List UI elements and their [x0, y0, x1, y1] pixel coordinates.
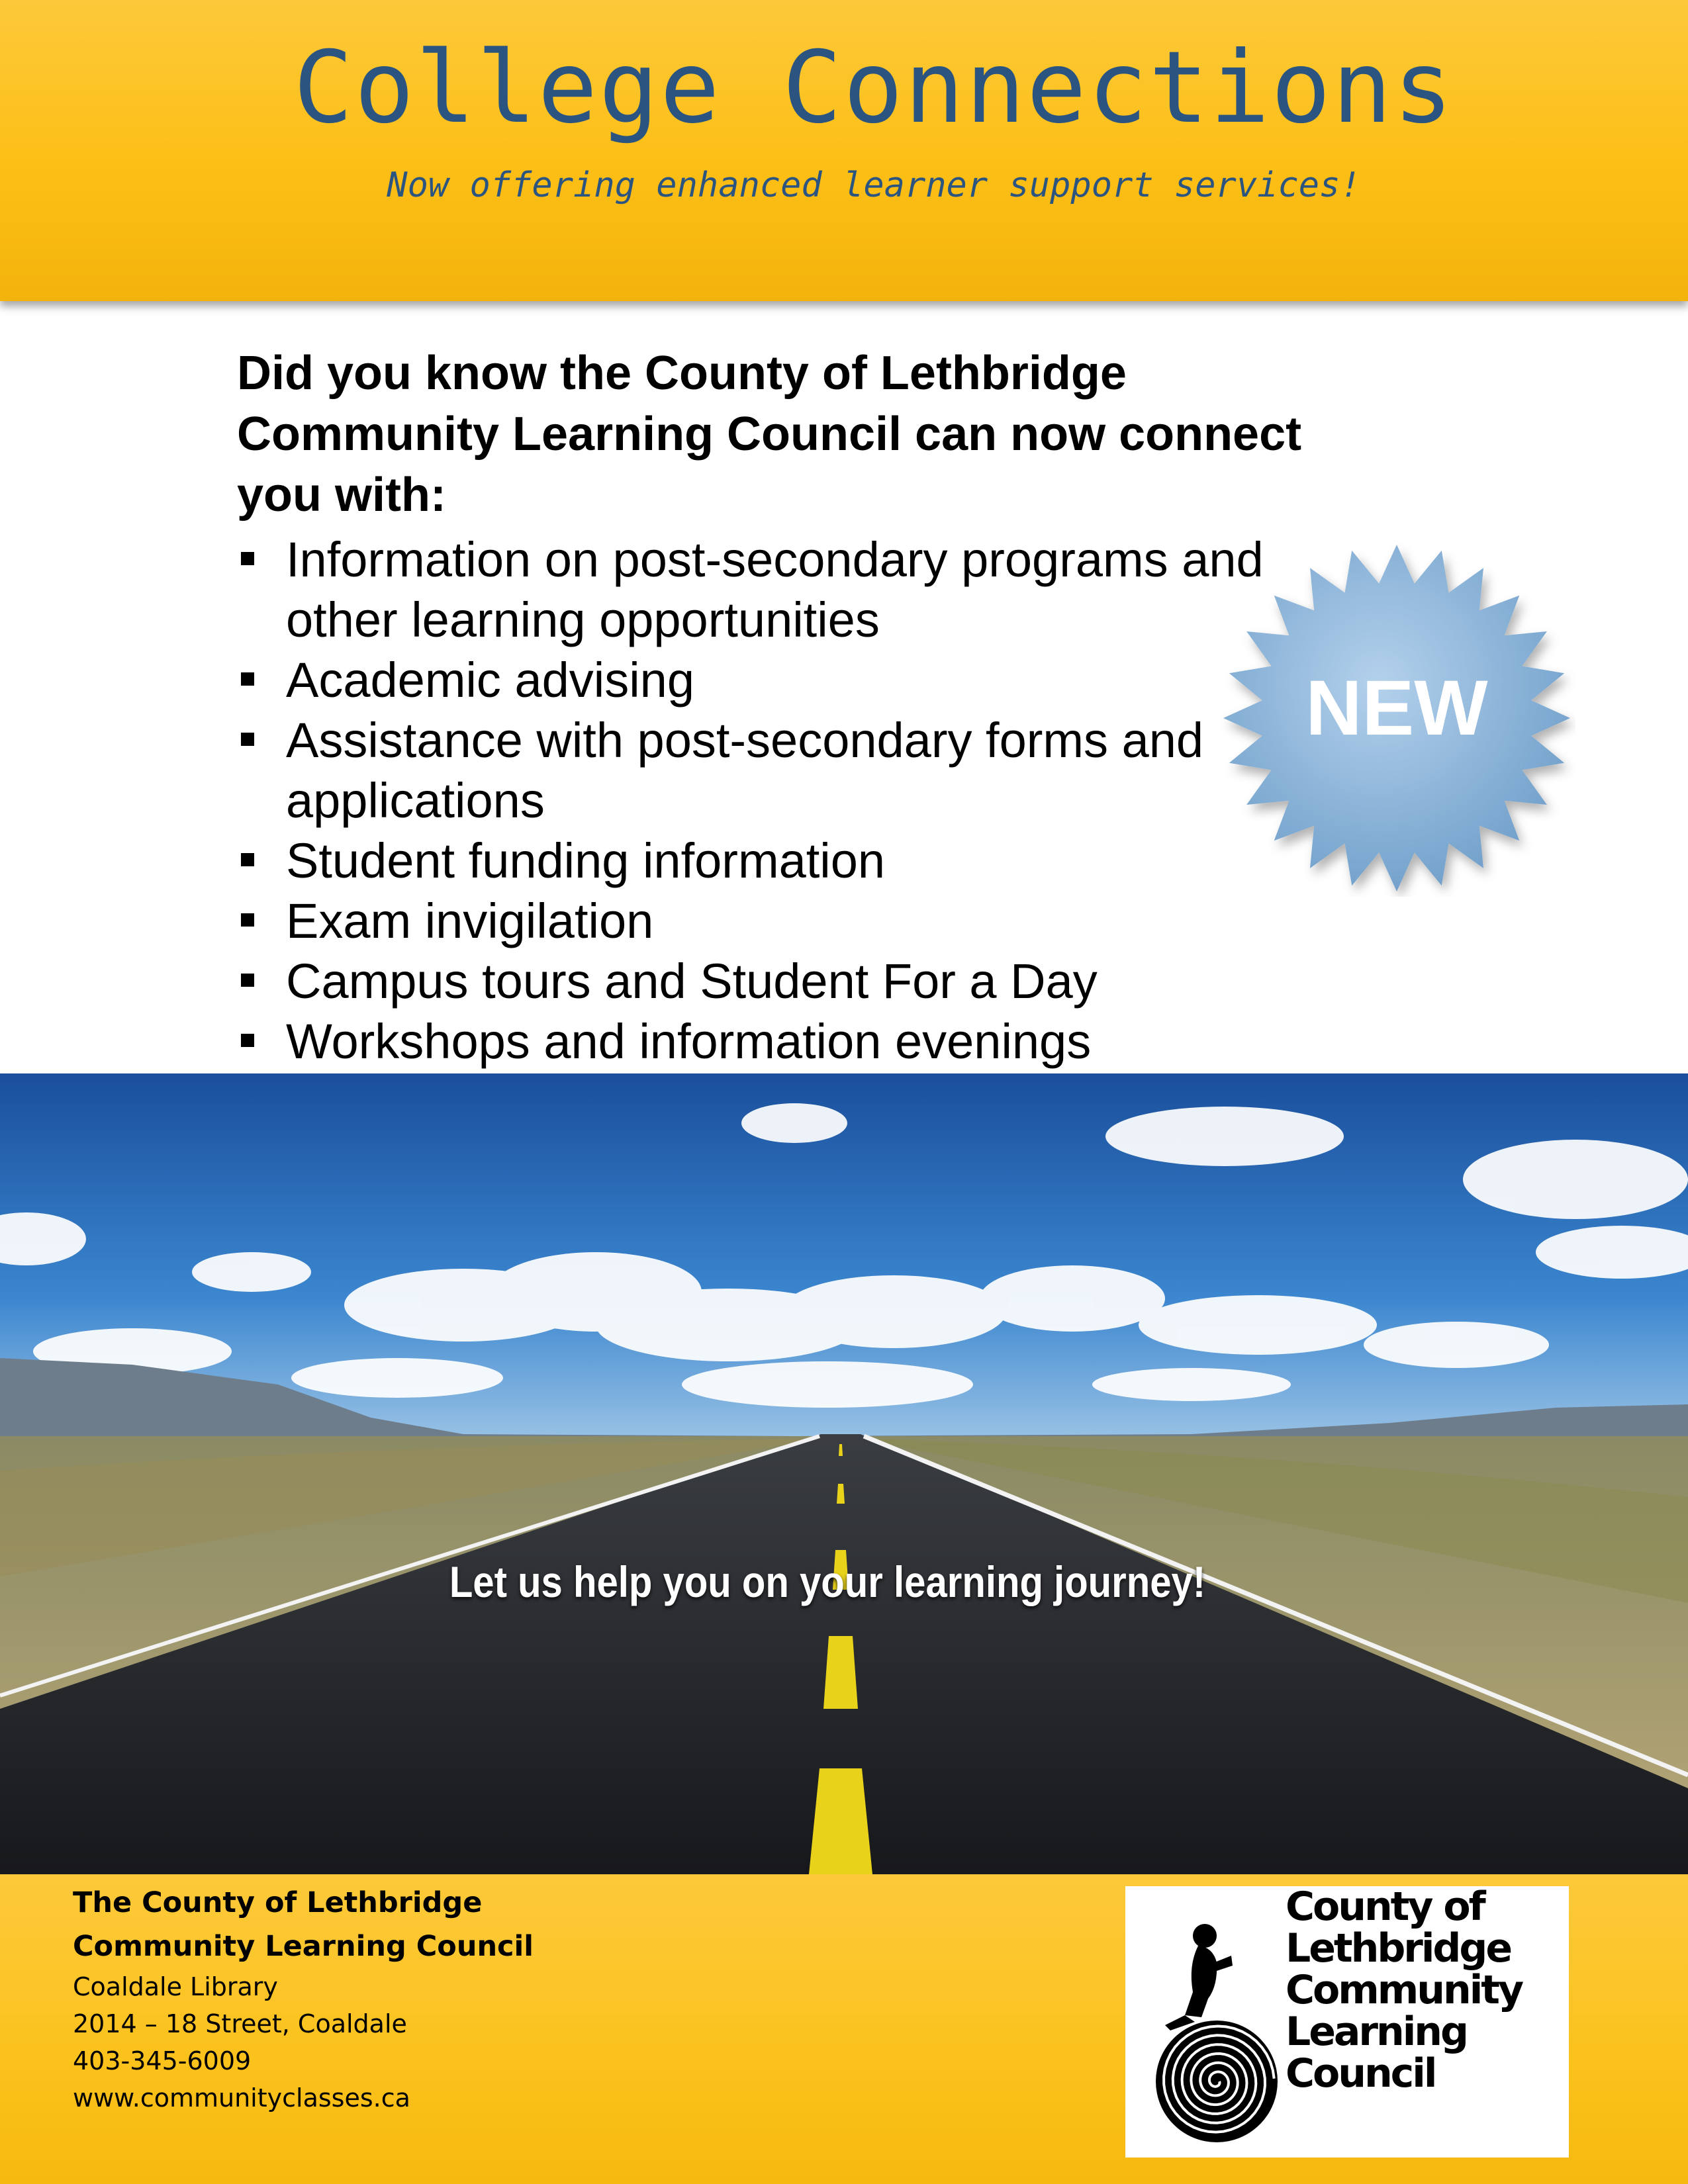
square-bullet-icon — [241, 853, 254, 866]
page-title: College Connections — [293, 30, 1454, 146]
list-item: Workshops and information evenings — [237, 1011, 1309, 1071]
list-item: Information on post-secondary programs and other learning opportunities — [237, 529, 1309, 650]
list-item: Academic advising — [237, 650, 1309, 710]
org-name: The County of Lethbridge Community Learning Council — [73, 1886, 534, 1963]
list-item: Exam invigilation — [237, 891, 1309, 951]
services-list — [237, 529, 1309, 1071]
list-item: Assistance with post-secondary forms and applications — [237, 710, 1309, 831]
address: 2014 – 18 Street, Coaldale — [73, 2009, 407, 2038]
location: Coaldale Library — [73, 1972, 278, 2001]
intro-question: Did you know the County of Lethbridge Community Learning Council can now connect you with: — [237, 347, 1302, 522]
reader-on-spiral-logo-icon — [1139, 1899, 1291, 2144]
page-subtitle: Now offering enhanced learner support services! — [387, 165, 1361, 205]
square-bullet-icon — [241, 672, 254, 686]
square-bullet-icon — [241, 733, 254, 746]
square-bullet-icon — [241, 552, 254, 565]
council-logo — [1125, 1886, 1569, 2158]
contact-block — [73, 1881, 867, 2116]
header-banner — [0, 0, 1688, 301]
square-bullet-icon — [241, 913, 254, 927]
road-photo — [0, 1073, 1688, 1874]
starburst-icon — [1218, 539, 1575, 897]
road-landscape-image — [0, 1073, 1688, 1874]
badge-label: NEW — [1305, 664, 1488, 752]
list-item: Campus tours and Student For a Day — [237, 951, 1309, 1011]
website-link[interactable]: www.communityclasses.ca — [73, 2083, 410, 2113]
list-item: Student funding information — [237, 831, 1309, 891]
intro-heading — [237, 343, 1323, 525]
square-bullet-icon — [241, 974, 254, 987]
logo-text: County of Lethbridge Community Learning Council — [1286, 1884, 1523, 2097]
phone: 403-345-6009 — [73, 2046, 252, 2075]
new-badge — [1218, 539, 1575, 897]
square-bullet-icon — [241, 1034, 254, 1047]
tagline: Let us help you on your learning journey! — [449, 1557, 1206, 1606]
